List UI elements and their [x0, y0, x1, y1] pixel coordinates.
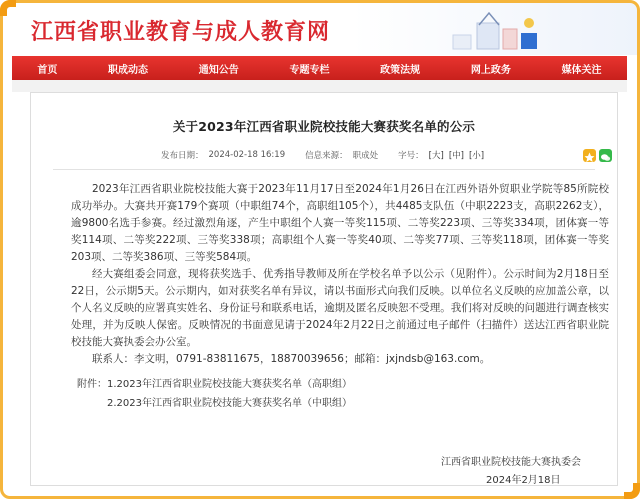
source-label: 信息来源：: [305, 151, 348, 161]
favorite-icon[interactable]: [583, 149, 596, 162]
header-decoration-icon: [451, 9, 541, 53]
attachment-line-1: [77, 375, 352, 390]
nav-item-home[interactable]: 首页: [37, 64, 58, 76]
attachment-line-2: [107, 394, 352, 409]
publish-label: 发布日期：: [161, 151, 204, 161]
article-title: 关于2023年江西省职业院校技能大赛获奖名单的公示: [172, 119, 476, 134]
attachment-link-secondary-vocational[interactable]: 2.2023年江西省职业院校技能大赛获奖名单（中职组）: [107, 398, 352, 409]
frame-corner-top-left: [0, 0, 16, 16]
font-size-label: 字号：: [398, 151, 424, 161]
signature-date: 2024年2月18日: [486, 475, 561, 486]
title-divider: [53, 169, 595, 170]
publish-date: 2024-02-18 16:19: [208, 150, 286, 160]
nav-item-online-affairs[interactable]: 网上政务: [470, 64, 511, 76]
font-size-large-button[interactable]: [大]: [428, 151, 444, 161]
attachments-label: 附件：: [77, 379, 107, 390]
signature-organization: 江西省职业院校技能大赛执委会: [441, 457, 581, 468]
contact-info: 联系人：李文明，0791-83811675，18870039656；邮箱：jxjndsb@163.com。: [92, 353, 491, 365]
share-buttons: [583, 149, 612, 162]
nav-item-policies[interactable]: 政策法规: [380, 64, 421, 76]
nav-item-notices[interactable]: 通知公告: [198, 64, 239, 76]
attachment-link-higher-vocational[interactable]: 1.2023年江西省职业院校技能大赛获奖名单（高职组）: [107, 379, 352, 390]
main-nav: [12, 56, 627, 80]
site-title[interactable]: 江西省职业教育与成人教育网: [31, 20, 331, 45]
font-size-medium-button[interactable]: [中]: [448, 151, 464, 161]
site-header: [3, 3, 637, 55]
font-size-small-button[interactable]: [小]: [468, 151, 485, 161]
article-panel: [30, 92, 618, 486]
paragraph-summary: 2023年江西省职业院校技能大赛于2023年11月17日至2024年1月26日在江西外语外贸职业学院等85所院校成功举办。大赛共开赛179个赛项（中职组74个，高职组105个），共4485支队伍（中职2223支，高职2262支），逾9800名选手参赛。经过激烈角逐，产生中职组个人赛一等奖115项、二等奖223项、三等奖334项，团体赛一等奖114项、二等奖222项、三等奖338项；高职组个人赛一等奖40项、二等奖77项、三等奖118项，团体赛一等奖203项、二等奖386项、三等奖584项。: [71, 183, 609, 263]
source-value: 职成处: [352, 151, 379, 161]
nav-item-news[interactable]: 职成动态: [108, 64, 149, 76]
article-body: [71, 181, 609, 368]
paragraph-notice: 经大赛组委会同意，现将获奖选手、优秀指导教师及所在学校名单予以公示（见附件）。公示时间为2月18日至22日，公示期5天。公示期内，如对获奖名单有异议，请以书面形式向我们反映。以单位名义反映的应加盖公章，以个人名义反映的应署真实姓名、身份证号和联系电话，逾期及匿名反映恕不受理。我们将对反映的问题进行调查核实处理，并为反映人保密。反映情况的书面意见请于2024年2月22日之前通过电子邮件（扫描件）送达江西省职业院校技能大赛执委会办公室。: [71, 268, 609, 348]
nav-item-topics[interactable]: 专题专栏: [289, 64, 330, 76]
wechat-icon[interactable]: [599, 149, 612, 162]
article-meta: [161, 149, 484, 161]
nav-item-media[interactable]: 媒体关注: [561, 64, 602, 76]
nav-spacer: [12, 80, 627, 92]
frame-corner-bottom-right: [624, 483, 640, 499]
